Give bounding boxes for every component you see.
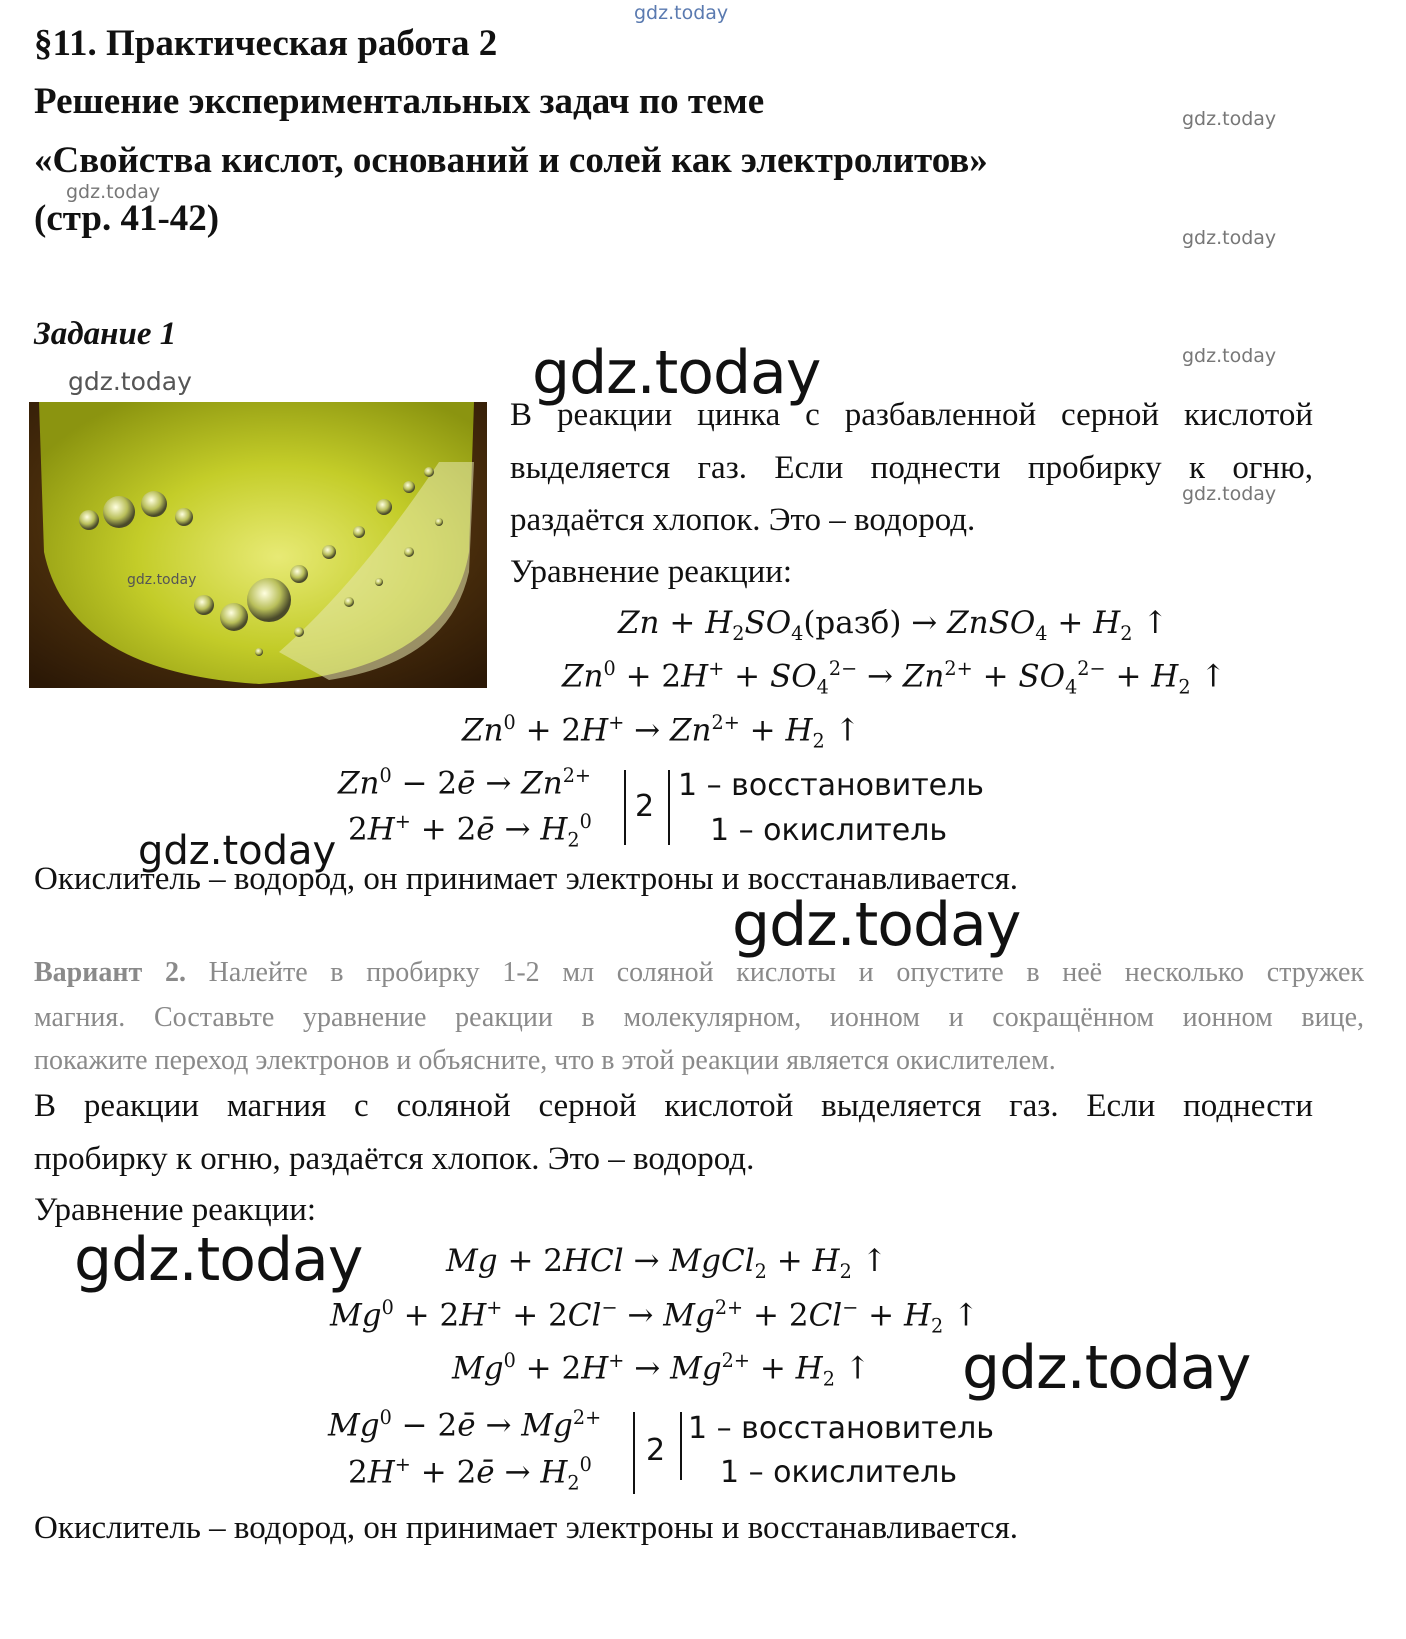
dilute-label: (разб) bbox=[803, 605, 902, 641]
watermark: gdz.today bbox=[66, 181, 161, 203]
watermark: gdz.today bbox=[138, 828, 337, 874]
watermark: gdz.today bbox=[1182, 227, 1277, 249]
watermark: gdz.today bbox=[1182, 345, 1277, 367]
watermark-large: gdz.today bbox=[962, 1333, 1251, 1403]
variant-task-line: Вариант 2. Налейте в пробирку 1-2 мл соляной кислоты и опустите в неё несколько стружек bbox=[34, 957, 1365, 988]
equation-label: Уравнение реакции: bbox=[510, 554, 793, 590]
reducer-label: 1 – восстановитель bbox=[678, 768, 984, 803]
conclusion-text: Окислитель – водород, он принимает электроны и восстанавливается. bbox=[34, 1510, 1019, 1546]
electron-balance-bar bbox=[624, 770, 626, 845]
equation-short-ionic: $Zn^0 + 2H^+ \to Zn^{2+} + H_2$ ↑ bbox=[462, 711, 861, 753]
paragraph-line: выделяется газ. Если поднести пробирку к огню, bbox=[510, 450, 1313, 486]
half-reaction-reduction: 2H+ + 2ē → $H_2^0$ bbox=[348, 1453, 592, 1495]
watermark: gdz.today bbox=[68, 367, 192, 396]
task-heading: Задание 1 bbox=[34, 316, 177, 352]
paragraph-line: пробирку к огню, раздаётся хлопок. Это – водород. bbox=[34, 1141, 755, 1177]
watermark-top: gdz.today bbox=[634, 2, 729, 24]
page-range: (стр. 41-42) bbox=[34, 198, 220, 239]
test-tube-photo bbox=[29, 402, 487, 688]
reducer-label: 1 – восстановитель bbox=[688, 1411, 994, 1446]
electron-balance-bar bbox=[668, 770, 670, 845]
subtitle-line: Решение экспериментальных задач по теме bbox=[34, 81, 765, 122]
variant-label: Вариант 2. bbox=[34, 957, 186, 988]
oxidizer-label: 1 – окислитель bbox=[720, 1455, 958, 1490]
watermark-large: gdz.today bbox=[732, 890, 1021, 960]
subtitle-line: «Свойства кислот, оснований и солей как электролитов» bbox=[34, 140, 988, 181]
equation-molecular: $Zn + H_2SO_4(разб)$ → ZnSO$_4$ + $H_2$ ↑ bbox=[618, 605, 1169, 646]
paragraph-line: раздаётся хлопок. Это – водород. bbox=[510, 502, 976, 538]
electron-balance-bar bbox=[633, 1412, 635, 1494]
half-reaction-reduction: 2H+ + 2ē → $H_2^0$ bbox=[348, 810, 592, 852]
equation-label: Уравнение реакции: bbox=[34, 1192, 317, 1228]
watermark-large: gdz.today bbox=[74, 1225, 363, 1295]
conclusion-text: Окислитель – водород, он принимает электроны и восстанавливается. bbox=[34, 861, 1019, 897]
electron-factor: 2 bbox=[646, 1433, 666, 1468]
oxidizer-label: 1 – окислитель bbox=[710, 813, 948, 848]
equation-molecular: Mg + 2HCl → MgCl$_2$ + $H_2$ ↑ bbox=[446, 1243, 888, 1284]
watermark: gdz.today bbox=[127, 572, 197, 588]
equation-ionic: $Zn^0 + 2H^+ + SO_4^{2-} \to Zn^{2+} + SO_4^{2-} + H_2$ ↑ bbox=[562, 657, 1227, 699]
watermark: gdz.today bbox=[1182, 483, 1277, 505]
electron-factor: 2 bbox=[635, 789, 655, 824]
watermark-large: gdz.today bbox=[532, 338, 821, 408]
half-reaction-oxidation: Zn$^0$ − 2ē → $Zn^{2+}$ bbox=[338, 764, 592, 802]
equation-ionic: $Mg^0 + 2H^+ + 2Cl^- \to Mg^{2+} + 2Cl^- + H_2$ ↑ bbox=[330, 1296, 980, 1338]
variant-task-line: покажите переход электронов и объясните, что в этой реакции является окислителем. bbox=[34, 1045, 1056, 1076]
variant-task-line: магния. Составьте уравнение реакции в молекулярном, ионном и сокращённом ионном вице, bbox=[34, 1002, 1364, 1033]
half-reaction-oxidation: Mg$^0$ − 2ē → $Mg^{2+}$ bbox=[328, 1406, 602, 1444]
paragraph-line: В реакции магния с соляной серной кислотой выделяется газ. Если поднести bbox=[34, 1088, 1313, 1124]
paragraph-line: В реакции цинка с разбавленной серной кислотой bbox=[510, 397, 1313, 433]
watermark: gdz.today bbox=[1182, 108, 1277, 130]
equation-short-ionic: $Mg^0 + 2H^+ \to Mg^{2+} + H_2$ ↑ bbox=[452, 1349, 871, 1391]
page-title: §11. Практическая работа 2 bbox=[34, 23, 498, 64]
electron-balance-bar bbox=[680, 1412, 682, 1480]
